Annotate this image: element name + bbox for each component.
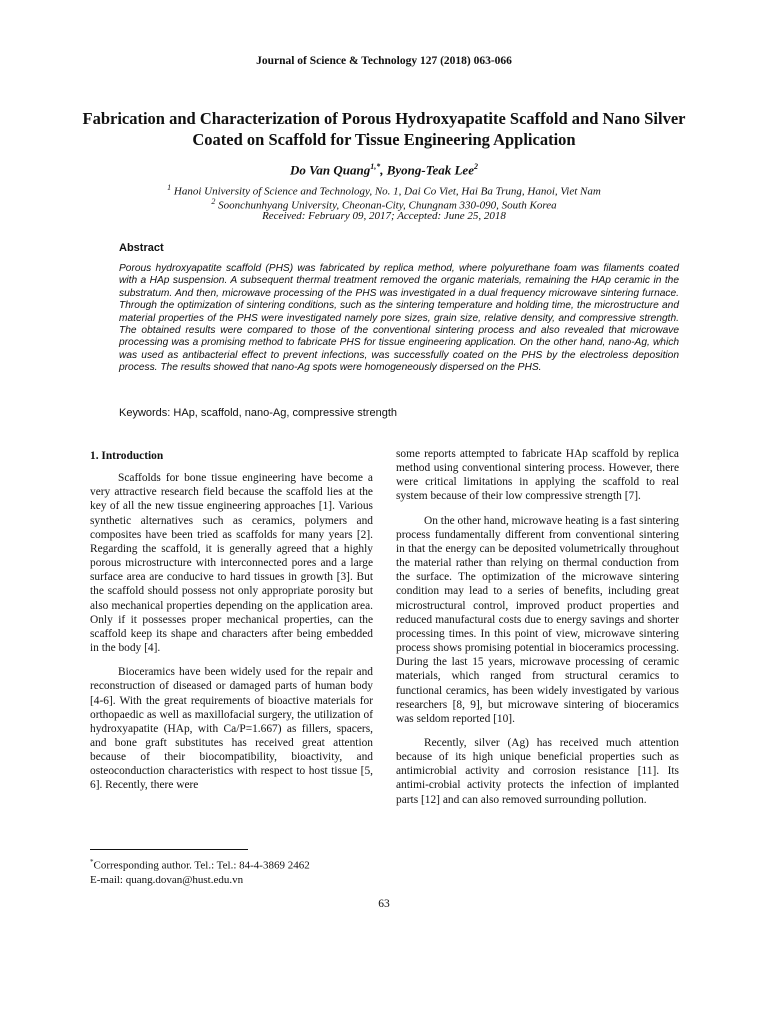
footnote-email: E-mail: quang.dovan@hust.edu.vn (90, 873, 244, 886)
paper-title: Fabrication and Characterization of Porous Hydroxyapatite Scaffold and Nano Silver Coated on Scaffold for Tissue Engineering Application (82, 109, 686, 149)
footnote-contact: Corresponding author. Tel.: Tel.: 84-4-3869 2462 (93, 859, 310, 872)
affiliation-2-text: Soonchunhyang University, Cheonan-City, Chungnam 330-090, South Korea (218, 199, 557, 212)
affiliation-1-text: Hanoi University of Science and Technology, No. 1, Dai Co Viet, Hai Ba Trung, Hanoi, Viet Nam (173, 185, 601, 198)
page-number: 63 (378, 898, 390, 910)
abstract-text: Porous hydroxyapatite scaffold (PHS) was fabricated by replica method, where polyurethane foam was filaments coated with a HAp suspension. A subsequent thermal treatment removed the organic materials, remaining the HAp ceramic in the substratum. And then, microwave processing of the PHS was investigated in a dual frequency microwave sintering furnace. Through the optimization of sintering conditions, such as the sintering temperature and holding time, the microstructure and material properties of the PHS were investigated namely pore sizes, grain size, relative density, and compressive strength. The obtained results were compared to those of the conventional sintering process and also revealed that microwave processing was a promising method to fabricate PHS for tissue engineering application. On the other hand, nano-Ag, which was used as antibacterial effect to prevent infections, was successfully coated on the PHS by the electroless deposition process. The results showed that nano-Ag spots were homogeneously dispersed on the PHS. (119, 263, 679, 374)
author-1-sup: 1,* (370, 162, 381, 171)
right-column (396, 447, 679, 817)
section-heading: 1. Introduction (90, 450, 164, 462)
footnote (90, 855, 380, 887)
footnote-divider (90, 849, 248, 850)
abstract-heading: Abstract (119, 242, 164, 254)
footnote-marker: * (90, 858, 94, 866)
affiliation-1-sup: 1 (167, 183, 172, 192)
left-column (90, 447, 373, 803)
paragraph: Bioceramics have been widely used for the repair and reconstruction of diseased or damaged parts of human body [4-6]. With the great requirements of bioactive materials for orthopaedic as well as maxillofacial surgery, the utilization of hydroxyapatite (HAp, with Ca/P=1.667) as fillers, spacers, and bone graft substitutes has received great attention because of their biocompatibility, bioactivity, and osteoconduction characteristics with respect to host tissue [5, 6]. Recently, there were (90, 666, 373, 792)
keywords: Keywords: HAp, scaffold, nano-Ag, compressive strength (119, 407, 397, 419)
author-2-sup: 2 (473, 162, 478, 171)
paragraph: On the other hand, microwave heating is a fast sintering process fundamentally different from conventional sintering in that the energy can be deposited volumetrically throughout the material rather than relying on thermal conduction from the surface. The optimization of the microwave sintering condition may lead to a series of benefits, including great microstructural control, improved product properties and reduced manufactural costs due to energy savings and shorter processing times. In this point of view, microwave sintering process shows promising potential in bioceramics processing. During the last 15 years, microwave processing of ceramic materials, which ranged from structural ceramics to functional ceramics, has been widely investigated by various researchers [8, 9], but microwave sintering of bioceramics was seldom reported [10]. (396, 514, 679, 725)
author-line (0, 162, 768, 178)
author-2: Byong-Teak Lee (386, 162, 474, 178)
author-1: Do Van Quang (290, 162, 371, 178)
paragraph: some reports attempted to fabricate HAp scaffold by replica method using conventional sintering process. However, there were critical limitations in applying the scaffold to real system because of their low compressive strength [7]. (396, 448, 679, 503)
affiliation-2-sup: 2 (211, 197, 216, 206)
received-dates: Received: February 09, 2017; Accepted: June 25, 2018 (262, 210, 506, 222)
paragraph: Scaffolds for bone tissue engineering have become a very attractive research field because the scaffold lies at the key of all the new tissue engineering approaches [1]. Various synthetic alternatives such as ceramics, polymers and composites have been tried as scaffolds for many years [2]. Regarding the scaffold, it is generally agreed that a highly porous microstructure with interconnected pores and a large surface area are conducive to hard tissues in growth [3]. But the scaffold should possess not only appropriate porosity but also mechanical properties depending on the application area. Only if it possesses proper mechanical properties, can the scaffold keep its shape and characters after being embedded in the body [4]. (90, 472, 373, 655)
journal-header: Journal of Science & Technology 127 (2018) 063-066 (256, 55, 512, 67)
author-separator: , (380, 162, 387, 178)
paragraph: Recently, silver (Ag) has received much attention because of its high unique beneficial properties such as antimicrobial activity and corrosion resistance [11]. Its antimi-crobial activity protects the infection of implanted parts [12] and can also removed surrounding pollution. (396, 736, 679, 806)
